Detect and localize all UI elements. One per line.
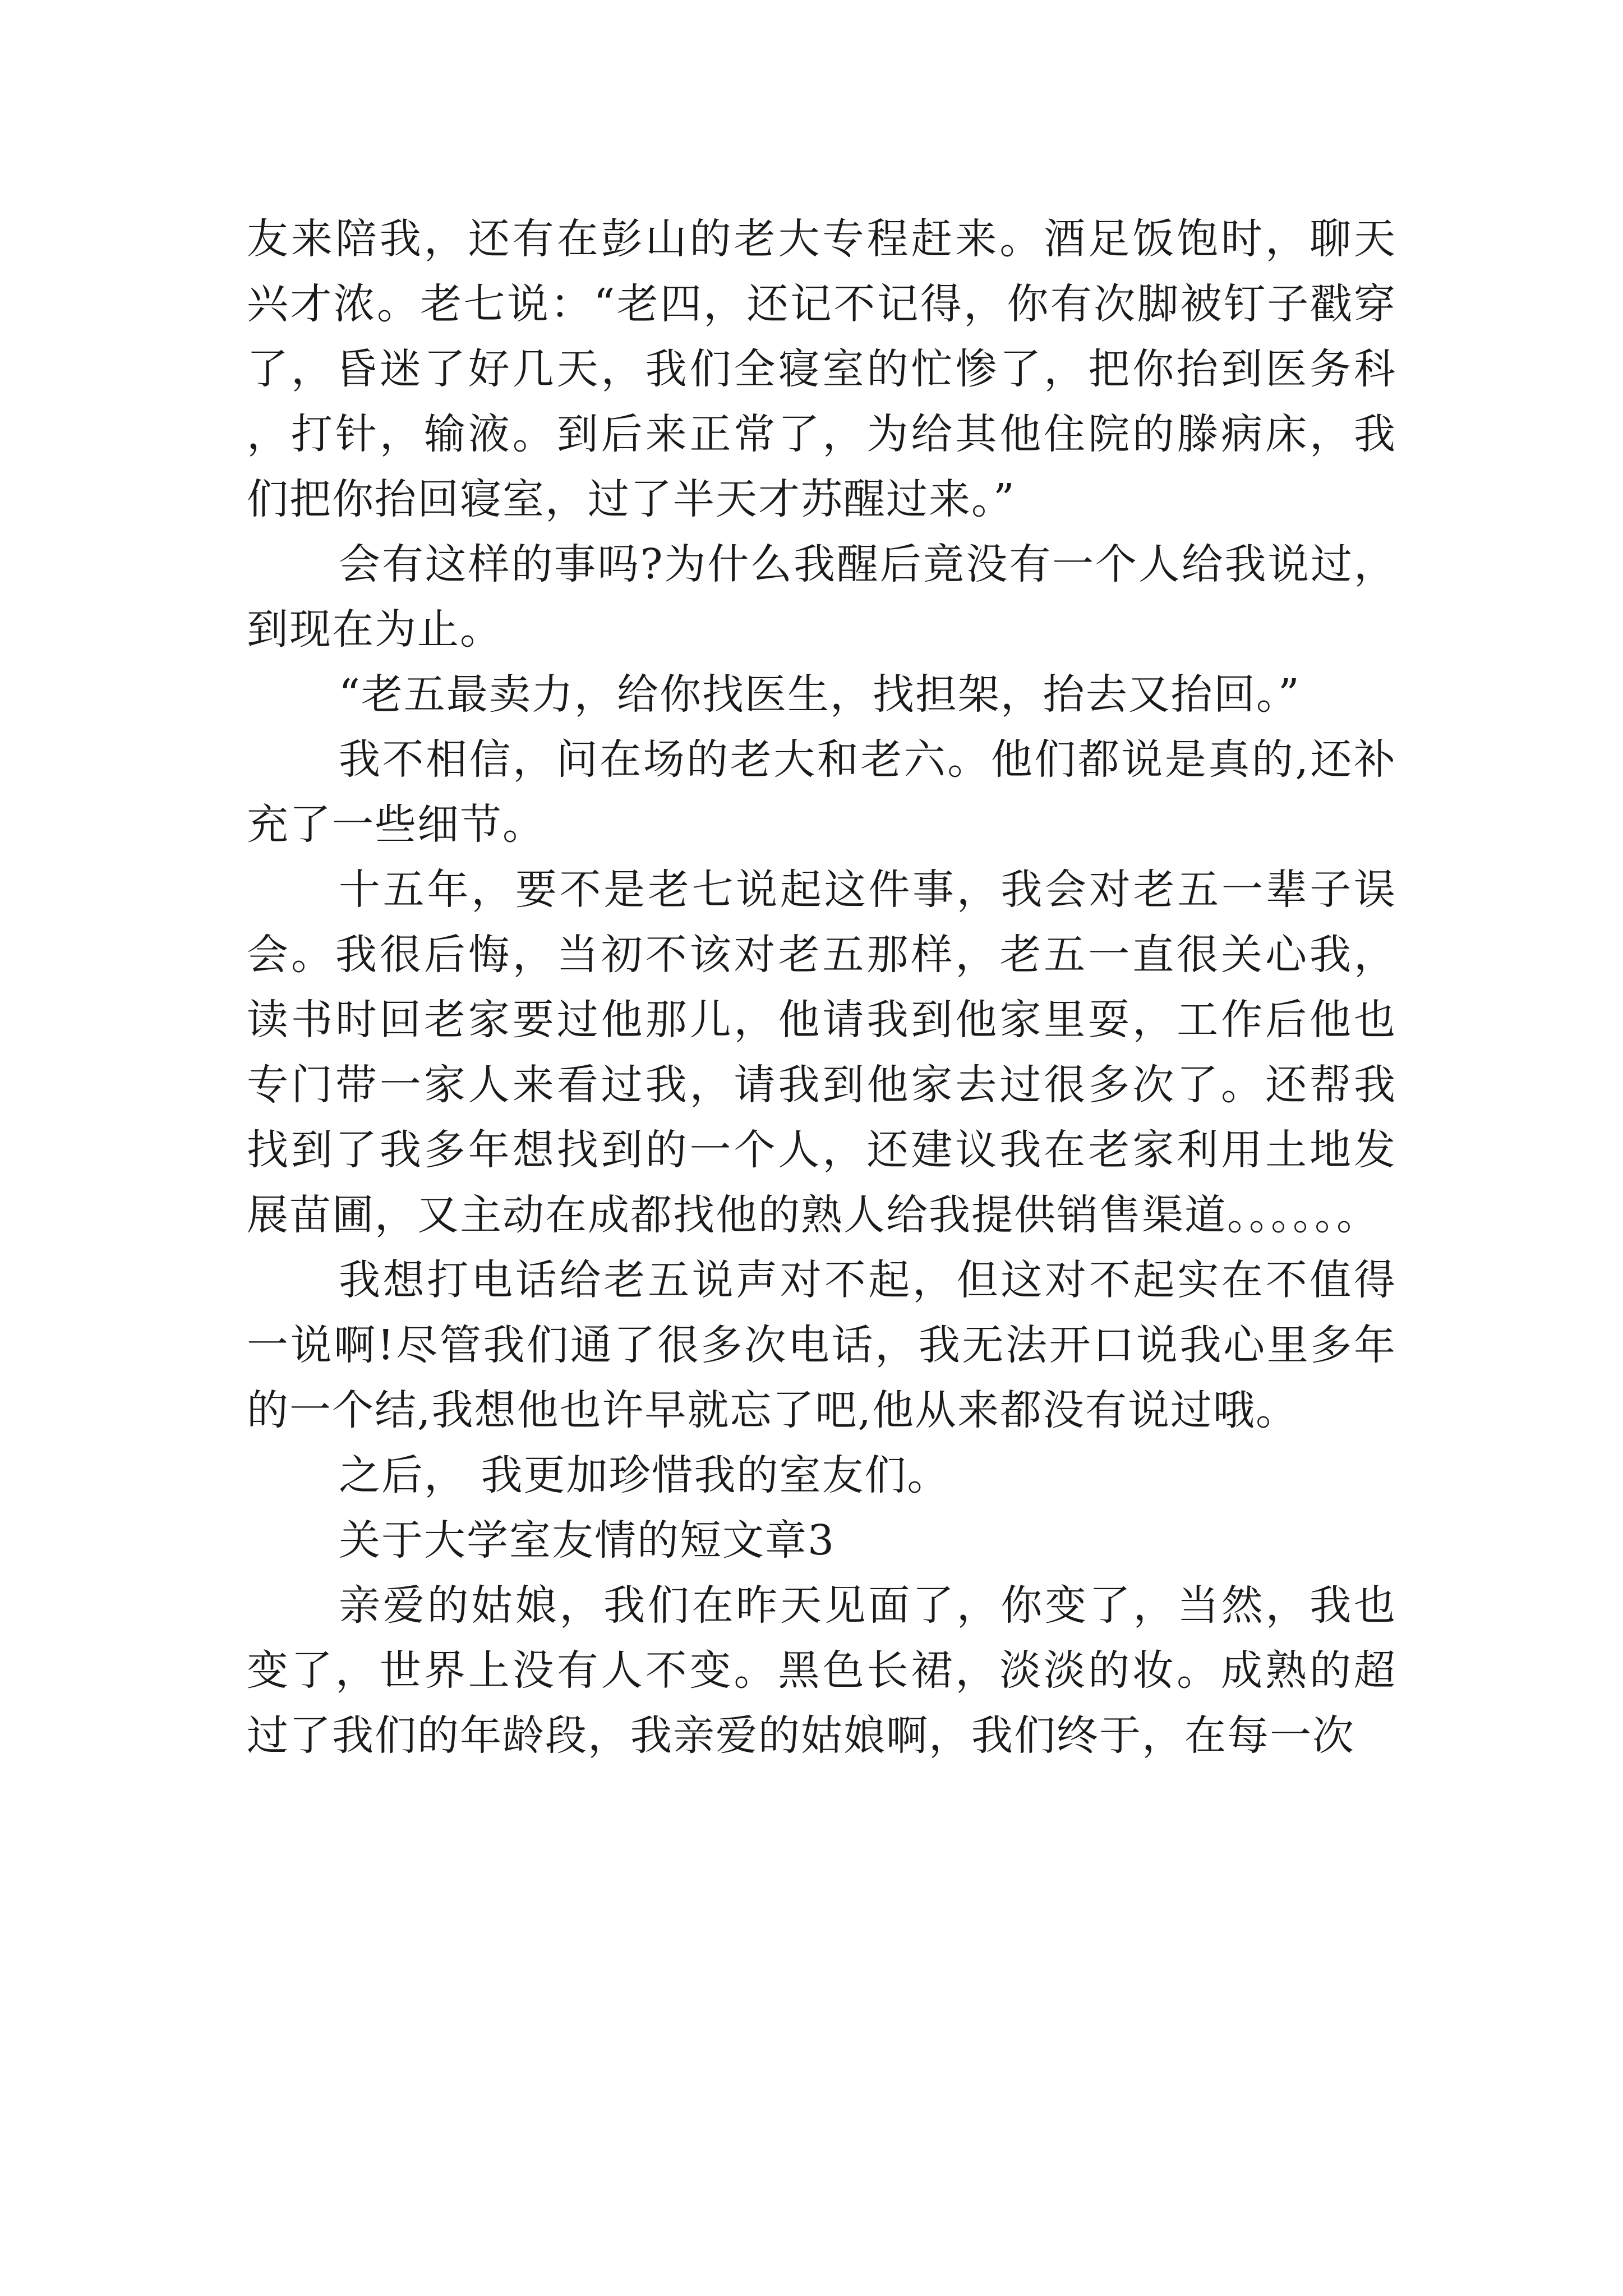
paragraph-3: “老五最卖力，给你找医生，找担架，抬去又抬回。” (339, 670, 1301, 719)
paragraph-1: 友来陪我，还有在彭山的老大专程赶来。酒足饭饱时，聊天兴才浓。老七说：“老四，还记不记得，你有次脚被钉子戳穿了，昏迷了好几天，我们全寝室的忙惨了，把你抬到医务科，打针，输液。到后来正常了，为给其他住院的滕病床，我们把你抬回寝室，过了半天才苏醒过来。” (247, 215, 1396, 523)
paragraph-2: 会有这样的事吗?为什么我醒后竟没有一个人给我说过，到现在为止。 (247, 540, 1396, 654)
paragraph-7: 之后， 我更加珍惜我的室友们。 (339, 1451, 950, 1499)
paragraph-4: 我不相信，问在场的老大和老六。他们都说是真的,还补充了一些细节。 (247, 735, 1396, 849)
section-heading: 关于大学室友情的短文章3 (339, 1516, 836, 1565)
paragraph-5: 十五年，要不是老七说起这件事，我会对老五一辈子误会。我很后悔，当初不该对老五那样，老五一直很关心我，读书时回老家要过他那儿，他请我到他家里耍，工作后他也专门带一家人来看过我，请我到他家去过很多次了。还帮我找到了我多年想找到的一个人，还建议我在老家利用土地发展苗圃，又主动在成都找他的熟人给我提供销售渠道。。。。。。 (247, 866, 1396, 1239)
paragraph-6: 我想打电话给老五说声对不起，但这对不起实在不值得一说啊!尽管我们通了很多次电话，我无法开口说我心里多年的一个结,我想他也许早就忘了吧,他从来都没有说过哦。 (247, 1256, 1396, 1434)
paragraph-8: 亲爱的姑娘，我们在昨天见面了，你变了，当然，我也变了，世界上没有人不变。黑色长裙，淡淡的妆。成熟的超过了我们的年龄段，我亲爱的姑娘啊，我们终于，在每一次 (247, 1581, 1396, 1760)
document-body (247, 206, 1396, 1768)
